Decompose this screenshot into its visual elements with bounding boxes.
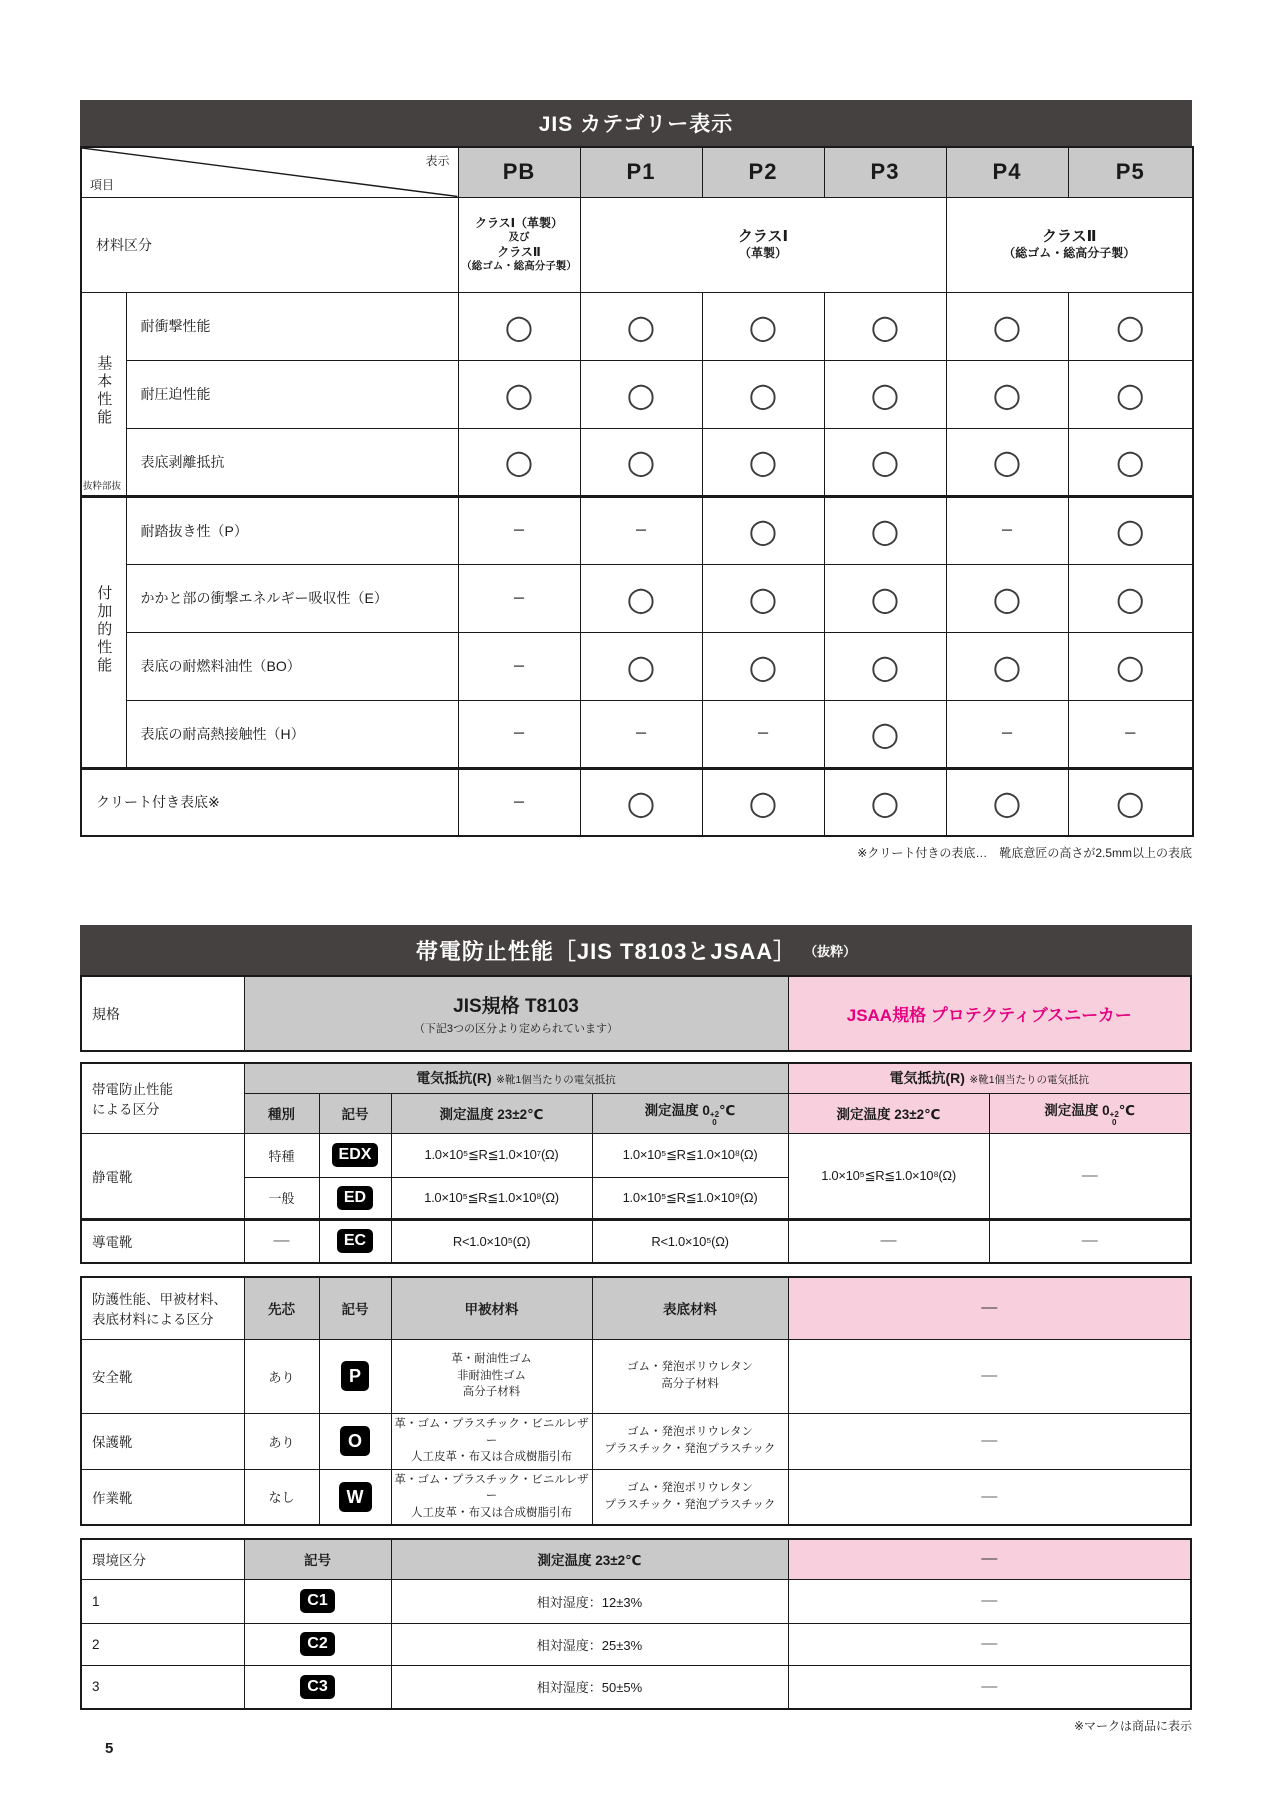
header-type: 種別 <box>244 1093 319 1133</box>
antistatic-label-line2: による区分 <box>92 1102 160 1118</box>
material-class1-cell <box>580 197 946 292</box>
material-class2-cell <box>946 197 1193 292</box>
column-header-p4: P4 <box>946 147 1068 197</box>
type-special: 特種 <box>244 1133 319 1177</box>
header-temp23-jsaa: 測定温度 23±2℃ <box>788 1093 989 1133</box>
mark-c3-cell <box>244 1665 391 1709</box>
jis-resistance-band-note: ※靴1個当たりの電気抵抗 <box>496 1074 616 1087</box>
jis-standard-title: JIS規格 T8103 <box>453 996 579 1017</box>
cell-value: − <box>946 700 1068 768</box>
environment-row-2: 2 <box>81 1623 244 1665</box>
cell-value: ○ <box>1068 360 1193 428</box>
cell-value: ○ <box>824 632 946 700</box>
protective-label-line1: 防護性能、甲被材料、 <box>92 1292 227 1308</box>
jsaa-work: — <box>788 1469 1191 1525</box>
environment-row-1: 1 <box>81 1579 244 1623</box>
cell-value: ○ <box>946 632 1068 700</box>
resistance-ec-23: R<1.0×10⁵(Ω) <box>391 1219 592 1263</box>
cell-value: ○ <box>1068 768 1193 836</box>
cell-value: ○ <box>824 496 946 564</box>
mark-w-cell <box>319 1469 391 1525</box>
environment-classification-table <box>80 1538 1192 1710</box>
ed-mark-badge: ED <box>337 1186 373 1210</box>
cell-value: ○ <box>1068 292 1193 360</box>
antistatic-classification-table <box>80 1062 1192 1264</box>
cell-value: ○ <box>824 700 946 768</box>
header-corner-cell <box>81 147 458 197</box>
jsaa-c3: — <box>788 1665 1191 1709</box>
humidity-c2: 相対湿度：25±3% <box>391 1623 788 1665</box>
cell-value: ○ <box>824 292 946 360</box>
environment-row-3: 3 <box>81 1665 244 1709</box>
mark-ed-cell <box>319 1177 391 1219</box>
material-class1-line1: クラスⅠ <box>737 227 789 245</box>
column-header-pb: PB <box>458 147 580 197</box>
resistance-edx-23: 1.0×10⁵≦R≦1.0×10⁷(Ω) <box>391 1133 592 1177</box>
cell-value: − <box>458 700 580 768</box>
column-header-p1: P1 <box>580 147 702 197</box>
header-temp-c: 測定温度 23±2℃ <box>391 1539 788 1579</box>
cell-value: ○ <box>702 360 824 428</box>
jis-standard-cell <box>244 976 788 1051</box>
row-label-conductive-shoes: 導電靴 <box>81 1219 244 1263</box>
mark-ec-cell <box>319 1219 391 1263</box>
mark-c2-cell <box>244 1623 391 1665</box>
material-row-label: 材料区分 <box>81 197 458 292</box>
humidity-c3: 相対湿度：50±5% <box>391 1665 788 1709</box>
row-label-cleat-sole: クリート付き表底※ <box>81 768 458 836</box>
sole-material-work: ゴム・発泡ポリウレタン プラスチック・発泡プラスチック <box>592 1469 788 1525</box>
resistance-ec-0: R<1.0×10⁵(Ω) <box>592 1219 788 1263</box>
mark-p-cell <box>319 1339 391 1413</box>
group-basic-label: 基本性能 <box>95 355 113 427</box>
jsaa-resistance-band-title: 電気抵抗(R) <box>889 1070 965 1087</box>
material-pb-line4: （総ゴム・総高分子製） <box>461 259 577 272</box>
edx-mark-badge: EDX <box>332 1143 379 1167</box>
cell-value: − <box>946 496 1068 564</box>
cell-value: − <box>1068 700 1193 768</box>
jsaa-standard-cell <box>788 976 1191 1051</box>
jsaa-resistance-static-0: — <box>989 1133 1191 1219</box>
material-pb-line2: 及び <box>508 231 530 244</box>
column-header-p5: P5 <box>1068 147 1193 197</box>
jis-standard-note: （下記3つの区分より定められています） <box>413 1023 619 1035</box>
jsaa-resistance-static: 1.0×10⁵≦R≦1.0×10⁸(Ω) <box>788 1133 989 1219</box>
cell-value: − <box>458 564 580 632</box>
cell-value: ○ <box>702 428 824 496</box>
jis-category-table <box>80 146 1194 837</box>
c2-mark-badge: C2 <box>300 1632 334 1656</box>
material-class2-line2: （総ゴム・総高分子製） <box>1003 246 1136 261</box>
row-label-impact: 耐衝撃性能 <box>126 292 458 360</box>
jsaa-c2: — <box>788 1623 1191 1665</box>
cell-value: ○ <box>702 564 824 632</box>
toecap-protective: あり <box>244 1413 319 1469</box>
jsaa-environment-header: — <box>788 1539 1191 1579</box>
cell-value: ○ <box>1068 564 1193 632</box>
cell-value: ○ <box>458 428 580 496</box>
cell-value: ○ <box>580 768 702 836</box>
row-label-static-shoes: 静電靴 <box>81 1133 244 1219</box>
cell-value: ○ <box>1068 496 1193 564</box>
page-number: 5 <box>105 1740 114 1757</box>
cell-value: ○ <box>580 564 702 632</box>
jsaa-safety: — <box>788 1339 1191 1413</box>
cell-value: − <box>458 768 580 836</box>
row-label-sole-peel: 表底剥離抵抗 <box>126 428 458 496</box>
page-content <box>80 100 1192 1734</box>
cell-value: ○ <box>458 292 580 360</box>
mark-c1-cell <box>244 1579 391 1623</box>
mark-footnote: ※マークは商品に表示 <box>1073 1719 1192 1733</box>
jis-resistance-band <box>244 1063 788 1093</box>
cell-value: ○ <box>702 292 824 360</box>
group-basic-performance <box>81 292 126 496</box>
cell-value: ○ <box>580 292 702 360</box>
cell-value: − <box>458 632 580 700</box>
column-header-p2: P2 <box>702 147 824 197</box>
cell-value: − <box>702 700 824 768</box>
cell-value: ○ <box>1068 428 1193 496</box>
header-mark-c: 記号 <box>244 1539 391 1579</box>
corner-label-display: 表示 <box>425 154 450 168</box>
resistance-edx-0: 1.0×10⁵≦R≦1.0×10⁸(Ω) <box>592 1133 788 1177</box>
row-label-work-shoes: 作業靴 <box>81 1469 244 1525</box>
mark-edx-cell <box>319 1133 391 1177</box>
material-class1-line2: （革製） <box>738 246 787 261</box>
row-label-fuel-oil: 表底の耐燃料油性（BO） <box>126 632 458 700</box>
material-pb-line3: クラスⅡ <box>497 244 541 259</box>
w-mark-badge: W <box>339 1482 372 1512</box>
cell-value: ○ <box>702 632 824 700</box>
ec-mark-badge: EC <box>337 1229 373 1253</box>
antistatic-label-line1: 帯電防止性能 <box>92 1082 173 1098</box>
protective-classification-table <box>80 1276 1192 1526</box>
group-additional-label: 付加的性能 <box>95 584 113 675</box>
cell-value: ○ <box>580 632 702 700</box>
row-label-heat-contact: 表底の耐高熱接触性（H） <box>126 700 458 768</box>
cell-value: ○ <box>946 360 1068 428</box>
sole-material-protective: ゴム・発泡ポリウレタン プラスチック・発泡プラスチック <box>592 1413 788 1469</box>
toecap-safety: あり <box>244 1339 319 1413</box>
header-temp0-jsaa: 測定温度 0 +2 0 ℃ <box>989 1093 1191 1133</box>
type-general: 一般 <box>244 1177 319 1219</box>
cell-value: ○ <box>1068 632 1193 700</box>
group-additional-performance <box>81 496 126 768</box>
toecap-work: なし <box>244 1469 319 1525</box>
humidity-c1: 相対湿度：12±3% <box>391 1579 788 1623</box>
o-mark-badge: O <box>340 1426 370 1456</box>
jis-category-table-title <box>80 100 1192 146</box>
header-upper-material: 甲被材料 <box>391 1277 592 1339</box>
protective-section-label <box>81 1277 244 1339</box>
jsaa-resistance-conductive: — <box>788 1219 989 1263</box>
c3-mark-badge: C3 <box>300 1675 334 1699</box>
cell-value: − <box>580 700 702 768</box>
header-mark: 記号 <box>319 1093 391 1133</box>
cell-value: ○ <box>702 496 824 564</box>
antistatic-section-label <box>81 1063 244 1133</box>
cell-value: − <box>458 496 580 564</box>
cell-value: ○ <box>702 768 824 836</box>
cell-value: ○ <box>458 360 580 428</box>
type-conductive: — <box>244 1219 319 1263</box>
jsaa-protective-header: — <box>788 1277 1191 1339</box>
c1-mark-badge: C1 <box>300 1589 334 1613</box>
sole-material-safety: ゴム・発泡ポリウレタン 高分子材料 <box>592 1339 788 1413</box>
header-sole-material: 表底材料 <box>592 1277 788 1339</box>
cell-value: ○ <box>580 428 702 496</box>
jsaa-protective: — <box>788 1413 1191 1469</box>
jsaa-resistance-band <box>788 1063 1191 1093</box>
jis-category-title-text: JIS カテゴリー表示 <box>538 113 734 136</box>
material-class2-line1: クラスⅡ <box>1042 227 1097 245</box>
row-label-heel-energy: かかと部の衝撃エネルギー吸収性（E） <box>126 564 458 632</box>
mark-o-cell <box>319 1413 391 1469</box>
header-temp23-jis: 測定温度 23±2℃ <box>391 1093 592 1133</box>
antistatic-table-title <box>80 925 1192 975</box>
row-label-safety-shoes: 安全靴 <box>81 1339 244 1413</box>
jis-resistance-band-title: 電気抵抗(R) <box>416 1070 492 1087</box>
cell-value: ○ <box>946 292 1068 360</box>
upper-material-work: 革・ゴム・プラスチック・ビニルレザー 人工皮革・布又は合成樹脂引布 <box>391 1469 592 1525</box>
header-mark-b: 記号 <box>319 1277 391 1339</box>
upper-material-safety: 革・耐油性ゴム 非耐油性ゴム 高分子材料 <box>391 1339 592 1413</box>
cell-value: ○ <box>580 360 702 428</box>
standards-table <box>80 975 1192 1052</box>
cell-value: ○ <box>824 564 946 632</box>
cell-value: ○ <box>946 768 1068 836</box>
environment-section-label: 環境区分 <box>81 1539 244 1579</box>
p-mark-badge: P <box>341 1361 369 1391</box>
standards-row-label: 規格 <box>81 976 244 1051</box>
cell-value: ○ <box>946 564 1068 632</box>
cell-value: ○ <box>824 428 946 496</box>
cleat-footnote: ※クリート付きの表底… 靴底意匠の高さが2.5mm以上の表底 <box>857 846 1192 860</box>
header-toecap: 先芯 <box>244 1277 319 1339</box>
header-temp0-jis: 測定温度 0 +2 0 ℃ <box>592 1093 788 1133</box>
material-pb-cell <box>458 197 580 292</box>
cell-value: − <box>580 496 702 564</box>
diagonal-line <box>82 148 458 197</box>
resistance-ed-23: 1.0×10⁵≦R≦1.0×10⁸(Ω) <box>391 1177 592 1219</box>
cell-value: ○ <box>824 768 946 836</box>
upper-material-protective: 革・ゴム・プラスチック・ビニルレザー 人工皮革・布又は合成樹脂引布 <box>391 1413 592 1469</box>
protective-label-line2: 表底材料による区分 <box>92 1312 214 1328</box>
jsaa-resistance-conductive-0: — <box>989 1219 1191 1263</box>
jsaa-resistance-band-note: ※靴1個当たりの電気抵抗 <box>969 1074 1090 1087</box>
antistatic-title-text: 帯電防止性能［JIS T8103とJSAA］ <box>415 938 797 964</box>
resistance-ed-0: 1.0×10⁵≦R≦1.0×10⁹(Ω) <box>592 1177 788 1219</box>
cell-value: ○ <box>824 360 946 428</box>
cell-value: ○ <box>946 428 1068 496</box>
jsaa-c1: — <box>788 1579 1191 1623</box>
column-header-p3: P3 <box>824 147 946 197</box>
group-basic-note: 抜粋部抜 <box>83 480 122 492</box>
row-label-protective-shoes: 保護靴 <box>81 1413 244 1469</box>
jsaa-standard-title: JSAA規格 プロテクティブスニーカー <box>846 1006 1132 1025</box>
antistatic-title-note: （抜粋） <box>804 943 857 959</box>
corner-label-item: 項目 <box>90 177 115 192</box>
row-label-puncture: 耐踏抜き性（P） <box>126 496 458 564</box>
row-label-compression: 耐圧迫性能 <box>126 360 458 428</box>
material-pb-line1: クラスⅠ（革製） <box>474 216 564 231</box>
